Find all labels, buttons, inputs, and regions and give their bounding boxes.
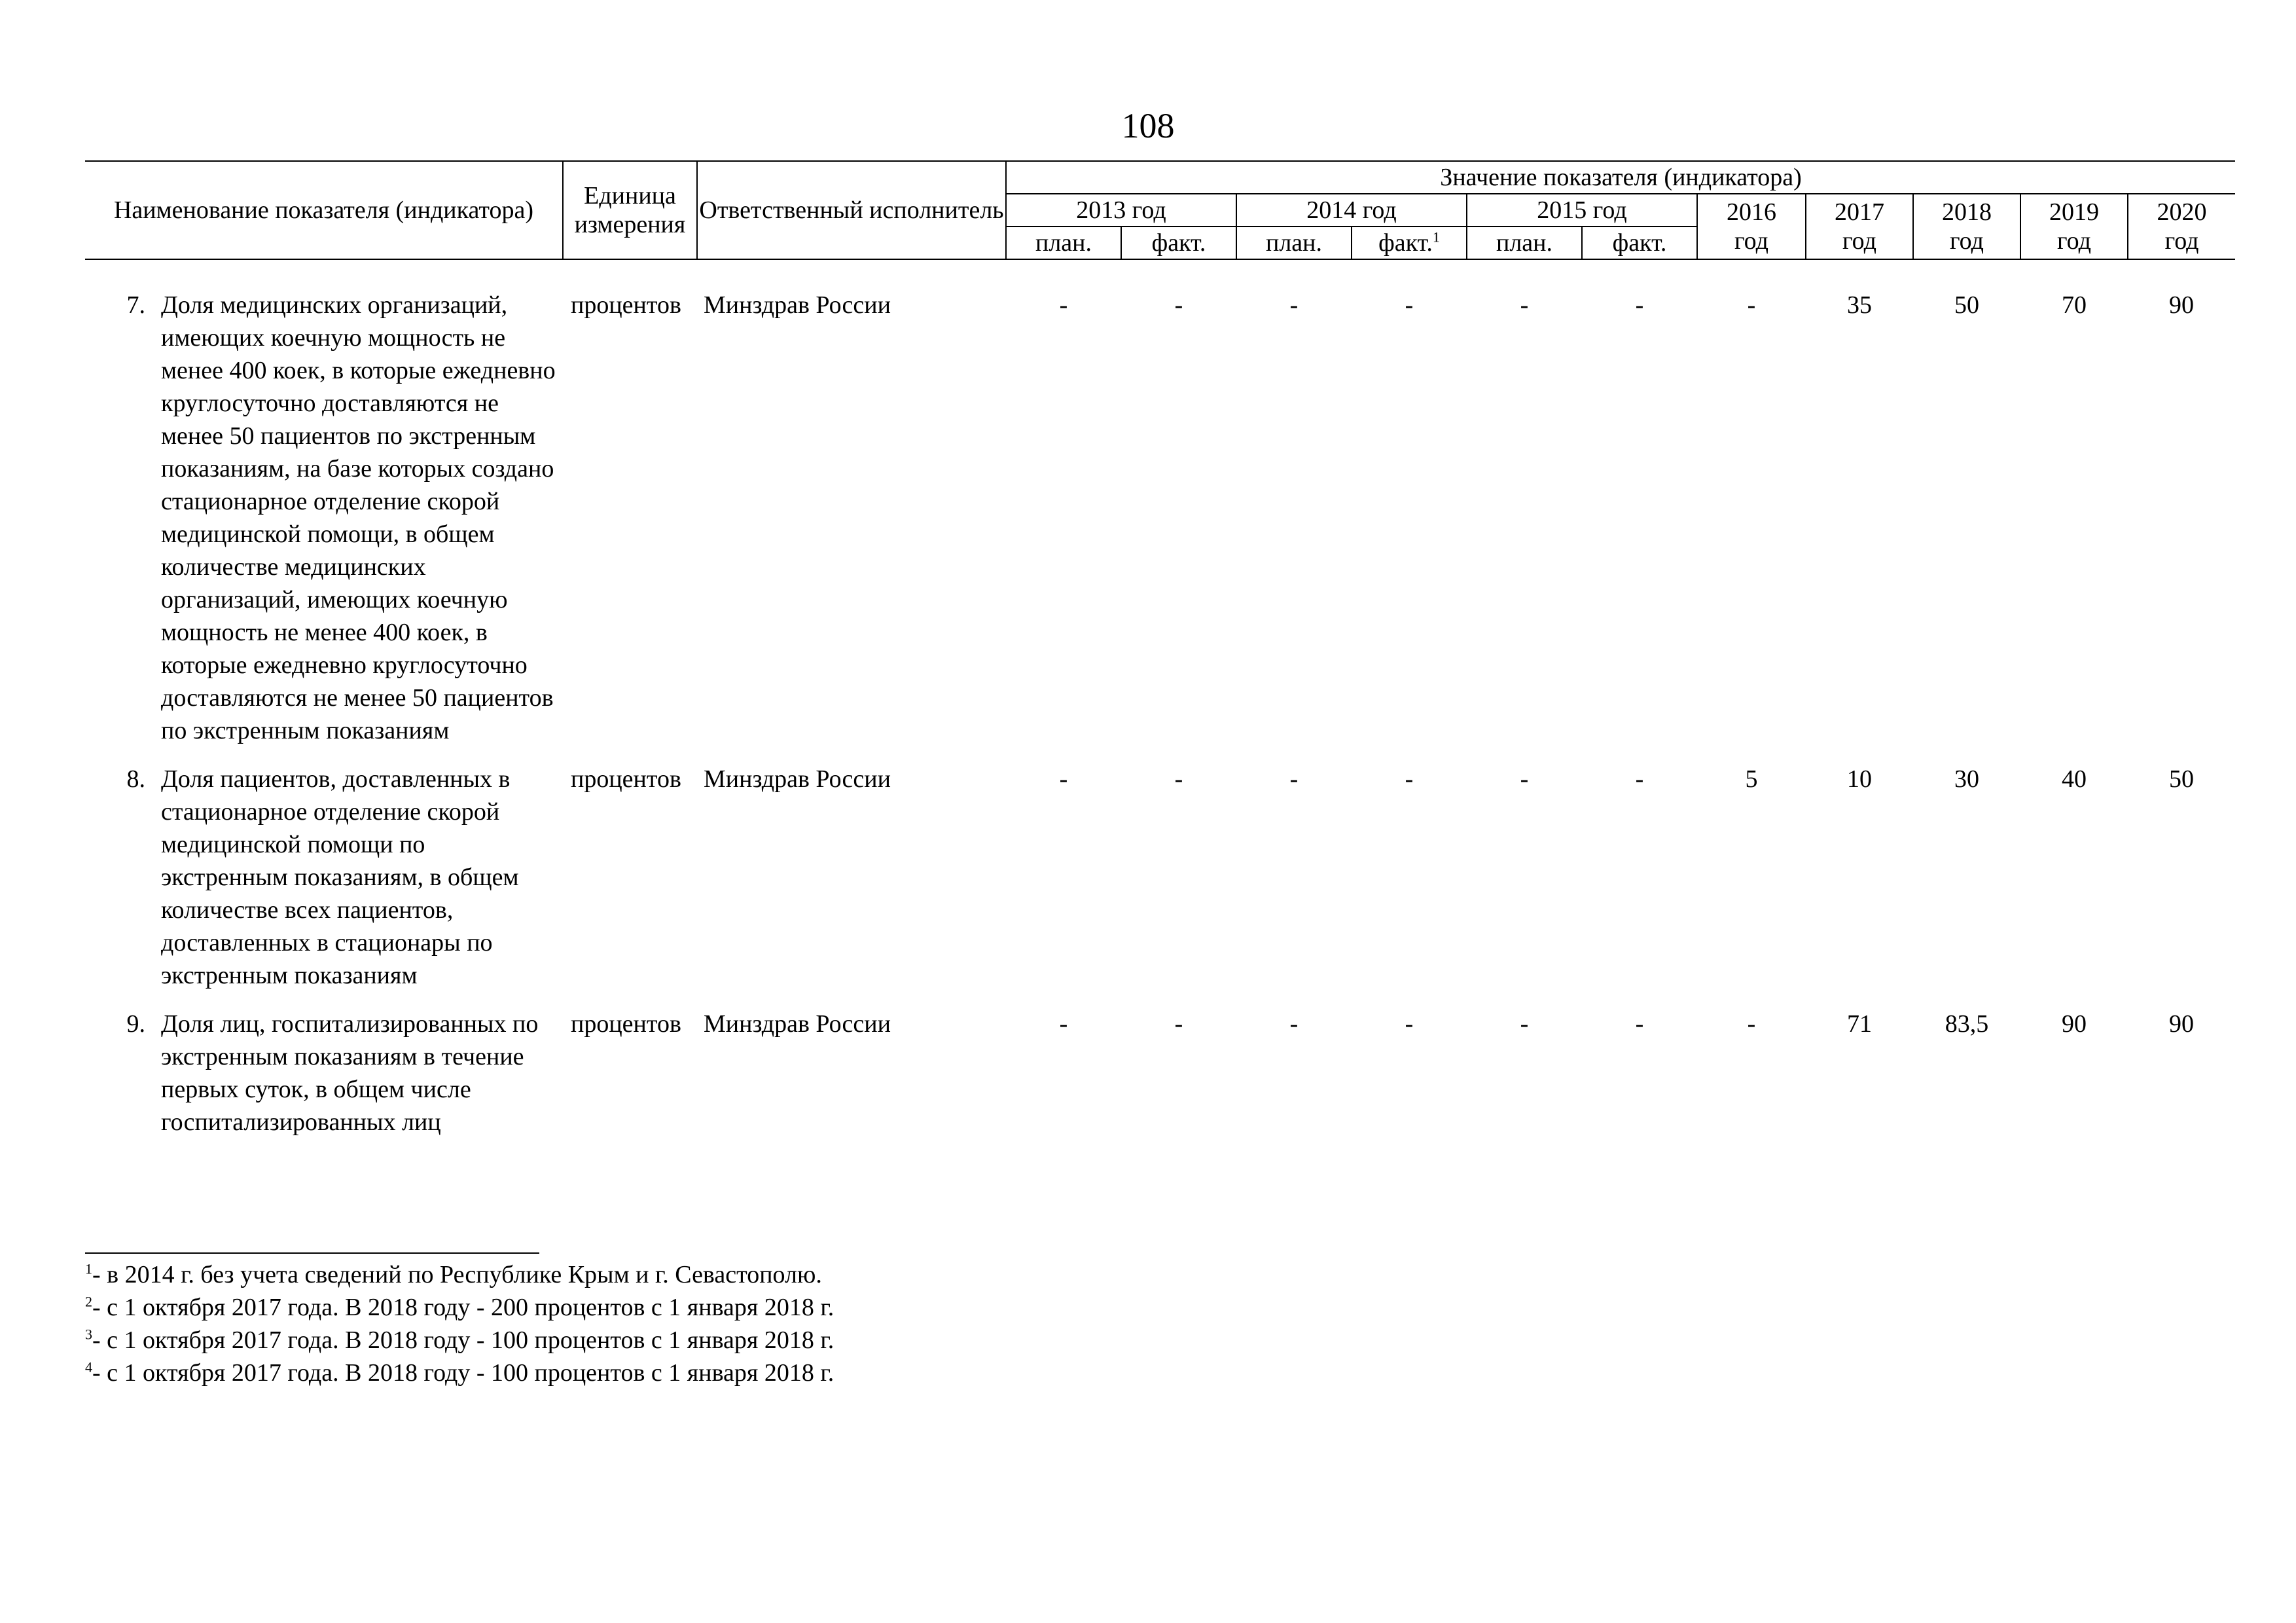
value-cell: - — [1174, 1010, 1183, 1038]
footnote-mark: 4 — [85, 1359, 92, 1376]
indicator-name-cell — [85, 763, 563, 992]
header-2015-plan: план. — [1467, 227, 1582, 259]
value-cell: - — [1635, 1010, 1644, 1038]
table-header — [85, 161, 2235, 259]
header-year-2020: 2020 год — [2128, 194, 2235, 259]
value-cell: 50 — [2169, 765, 2195, 793]
table-row — [85, 289, 2235, 747]
value-cell: - — [1289, 765, 1299, 793]
value-cell: - — [1520, 1010, 1529, 1038]
responsible-cell: Минздрав России — [704, 765, 891, 793]
value-cell: - — [1059, 291, 1068, 319]
unit-cell: процентов — [571, 765, 681, 793]
value-cell: - — [1289, 1010, 1299, 1038]
header-year-2013: 2013 год — [1006, 194, 1236, 227]
value-cell: 10 — [1847, 765, 1872, 793]
responsible-cell: Минздрав России — [704, 1010, 891, 1038]
table-body — [85, 259, 2235, 1139]
value-cell: - — [1747, 291, 1756, 319]
header-name: Наименование показателя (индикатора) — [85, 161, 563, 259]
header-2014-fact: факт.$^1$ — [1352, 227, 1467, 259]
header-year-2015: 2015 год — [1467, 194, 1697, 227]
value-cell: - — [1174, 291, 1183, 319]
page-number: 108 — [1121, 106, 1175, 145]
table-row — [85, 1008, 2235, 1139]
indicator-name: Доля медицинских организаций, имеющих коечную мощность не менее 400 коек, в которые ежедневно круглосуточно доставляются не менее 50 пациентов по экстренным показаниям, на базе которых создано стационарное отделение скорой медицинской помощи, в общем количестве медицинских организаций, имеющих коечную мощность не менее 400 коек, в которые ежедневно круглосуточно доставляются не менее 50 пациентов по экстренным показаниям — [161, 291, 556, 744]
header-2015-fact: факт. — [1582, 227, 1697, 259]
indicator-name: Доля пациентов, доставленных в стационарное отделение скорой медицинской помощи по экстренным показаниям, в общем количестве всех пациентов, доставленных в стационары по экстренным показаниям — [161, 765, 519, 989]
header-2014-plan: план. — [1236, 227, 1352, 259]
footnote-text: - с 1 октября 2017 года. В 2018 году - 200 процентов с 1 января 2018 г. — [92, 1294, 834, 1321]
indicator-name-cell — [85, 1008, 563, 1139]
header-year-2014: 2014 год — [1236, 194, 1467, 227]
indicator-name: Доля лиц, госпитализированных по экстренным показаниям в течение первых суток, в общем числе госпитализированных лиц — [161, 1010, 539, 1136]
footnote-text: - с 1 октября 2017 года. В 2018 году - 100 процентов с 1 января 2018 г. — [92, 1359, 834, 1387]
value-cell: - — [1174, 765, 1183, 793]
value-cell: 40 — [2062, 765, 2087, 793]
footnote-mark: 2 — [85, 1293, 92, 1310]
value-cell: 90 — [2169, 1010, 2195, 1038]
unit-cell: процентов — [571, 291, 681, 319]
value-cell: - — [1289, 291, 1299, 319]
value-cell: - — [1059, 765, 1068, 793]
footnote — [85, 1291, 834, 1324]
value-cell: 71 — [1847, 1010, 1872, 1038]
footnote — [85, 1357, 834, 1389]
table-row — [85, 763, 2235, 992]
value-cell: - — [1405, 1010, 1414, 1038]
value-cell: 70 — [2062, 291, 2087, 319]
footnote — [85, 1258, 834, 1291]
footnote-divider — [85, 1252, 539, 1254]
value-cell: 90 — [2169, 291, 2195, 319]
header-value-group: Значение показателя (индикатора) — [1006, 161, 2235, 194]
footnote-text: - в 2014 г. без учета сведений по Республике Крым и г. Севастополю. — [92, 1261, 822, 1288]
value-cell: - — [1405, 765, 1414, 793]
value-cell: 5 — [1745, 765, 1758, 793]
indicator-name-cell — [85, 289, 563, 747]
unit-cell: процентов — [571, 1010, 681, 1038]
indicator-table — [85, 160, 2235, 1139]
value-cell: 30 — [1954, 765, 1979, 793]
footnotes — [85, 1258, 834, 1389]
footnote-mark: 3 — [85, 1326, 92, 1343]
value-cell: 35 — [1847, 291, 1872, 319]
header-year-2018: 2018 год — [1913, 194, 2020, 259]
value-cell: 50 — [1954, 291, 1979, 319]
header-year-2019: 2019 год — [2020, 194, 2128, 259]
header-year-2017: 2017 год — [1806, 194, 1913, 259]
value-cell: - — [1520, 765, 1529, 793]
footnote-mark: 1 — [85, 1260, 92, 1277]
footnote-text: - с 1 октября 2017 года. В 2018 году - 100 процентов с 1 января 2018 г. — [92, 1326, 834, 1354]
header-2013-plan: план. — [1006, 227, 1121, 259]
row-number: 7. — [126, 291, 145, 319]
header-unit: Единица измерения — [563, 161, 697, 259]
value-cell: - — [1059, 1010, 1068, 1038]
value-cell: - — [1747, 1010, 1756, 1038]
footnote — [85, 1324, 834, 1357]
row-number: 8. — [126, 765, 145, 793]
responsible-cell: Минздрав России — [704, 291, 891, 319]
value-cell: 83,5 — [1945, 1010, 1989, 1038]
value-cell: - — [1635, 291, 1644, 319]
value-cell: - — [1405, 291, 1414, 319]
value-cell: - — [1520, 291, 1529, 319]
header-2013-fact: факт. — [1121, 227, 1236, 259]
value-cell: - — [1635, 765, 1644, 793]
value-cell: 90 — [2062, 1010, 2087, 1038]
header-responsible: Ответственный исполнитель — [697, 161, 1006, 259]
footnote-ref: 1 — [1432, 228, 1440, 246]
row-number: 9. — [126, 1010, 145, 1038]
header-year-2016: 2016 год — [1697, 194, 1806, 259]
